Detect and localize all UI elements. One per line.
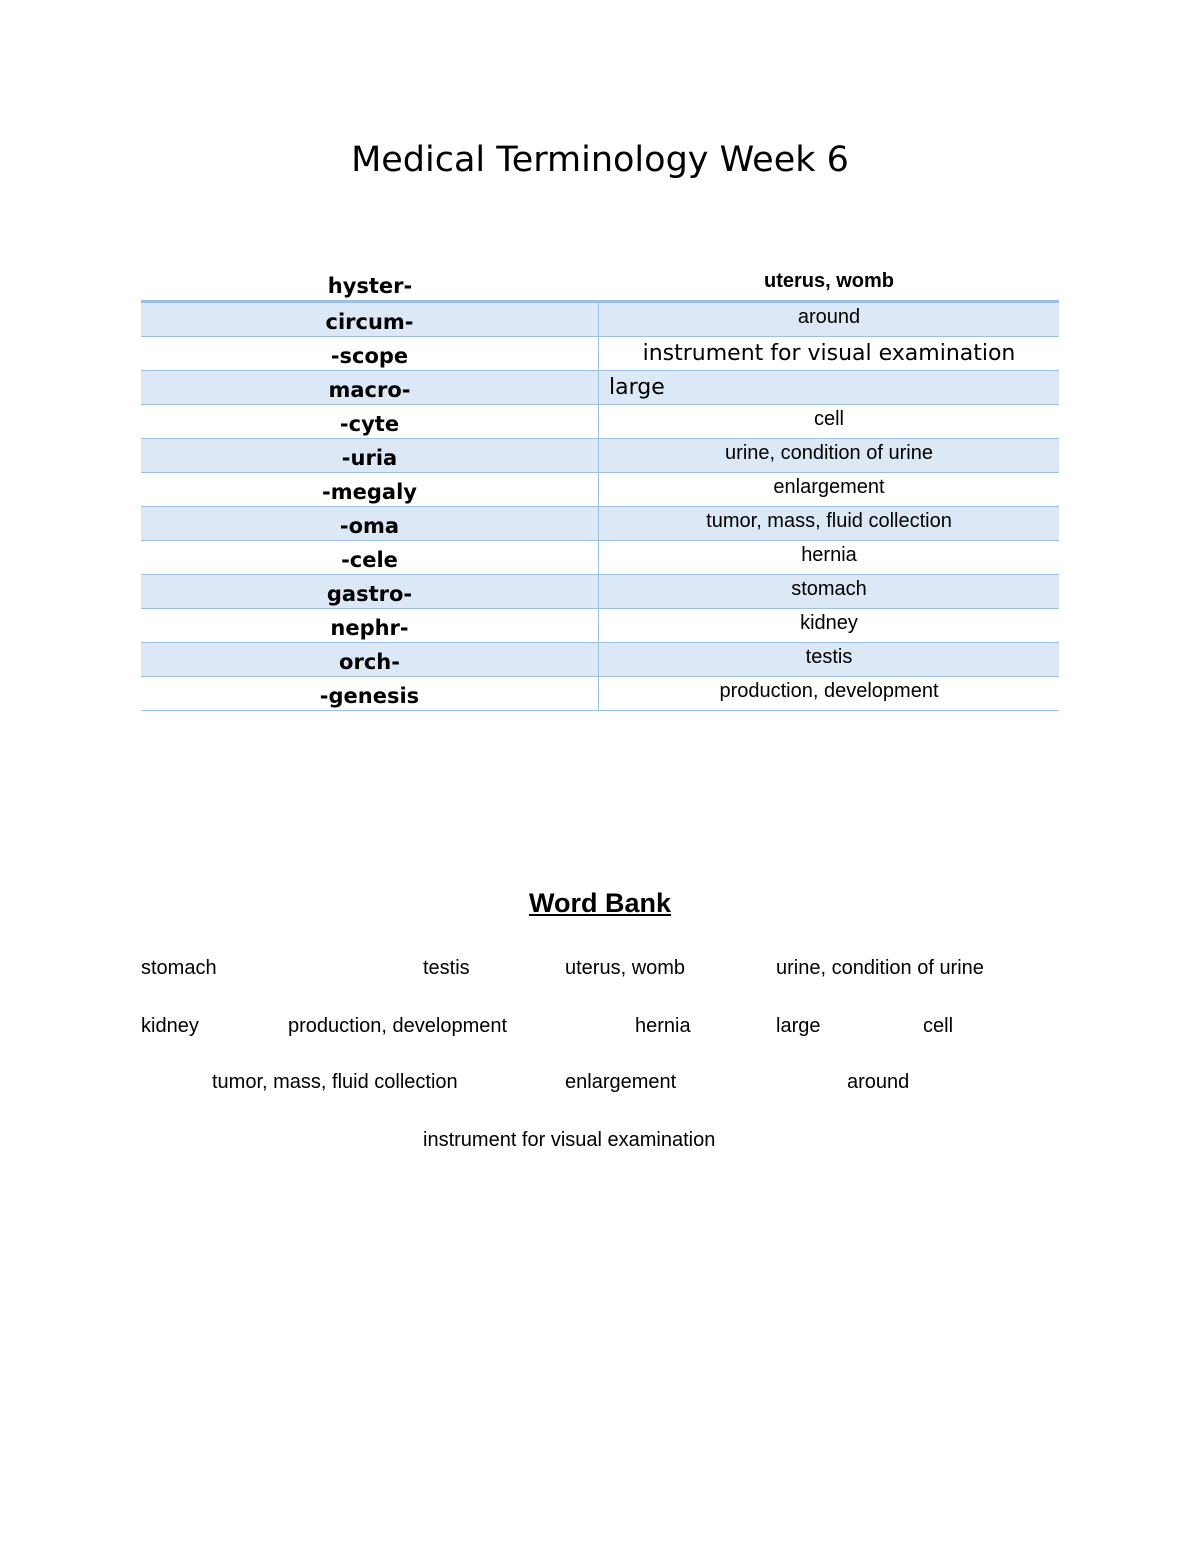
table-row (141, 439, 1059, 473)
definition-cell: testis (805, 646, 853, 668)
definition-cell: enlargement (773, 476, 885, 498)
definition-cell: instrument for visual examination (642, 341, 1016, 366)
word-bank-item: hernia (635, 1015, 691, 1037)
table-row (141, 609, 1059, 643)
word-bank-item: tumor, mass, fluid collection (212, 1071, 458, 1093)
term-cell: -megaly (141, 473, 599, 506)
word-bank-item: enlargement (565, 1071, 677, 1093)
table-row (141, 677, 1059, 711)
definition-cell: stomach (791, 578, 867, 600)
table-row (141, 643, 1059, 677)
term-cell: gastro- (141, 575, 599, 608)
word-bank-item: testis (423, 957, 470, 979)
terminology-table (141, 267, 1059, 711)
definition-cell: large (609, 375, 665, 400)
definition-cell: cell (813, 408, 844, 430)
definition-cell: uterus, womb (763, 270, 894, 292)
word-bank-item: instrument for visual examination (423, 1129, 716, 1151)
table-row (141, 575, 1059, 609)
term-cell: -cele (141, 541, 599, 574)
page-title: Medical Terminology Week 6 (351, 140, 849, 180)
table-header-row (141, 267, 1059, 303)
word-bank-item: urine, condition of urine (776, 957, 984, 979)
term-cell: -uria (141, 439, 599, 472)
term-cell: macro- (141, 371, 599, 404)
table-row (141, 303, 1059, 337)
term-cell: -oma (141, 507, 599, 540)
definition-cell: hernia (801, 544, 857, 566)
word-bank-item: uterus, womb (565, 957, 686, 979)
table-row (141, 473, 1059, 507)
definition-cell: production, development (719, 680, 939, 702)
word-bank-item: cell (923, 1015, 954, 1037)
table-row (141, 541, 1059, 575)
term-cell: -scope (141, 337, 599, 370)
term-cell: orch- (141, 643, 599, 676)
word-bank-item: production, development (288, 1015, 508, 1037)
term-cell: nephr- (141, 609, 599, 642)
term-cell: circum- (141, 303, 599, 336)
table-row (141, 337, 1059, 371)
term-cell: -genesis (141, 677, 599, 710)
word-bank-item: kidney (141, 1015, 199, 1037)
word-bank-item: around (847, 1071, 910, 1093)
table-row (141, 507, 1059, 541)
word-bank-item: stomach (141, 957, 217, 979)
definition-cell: urine, condition of urine (725, 442, 933, 464)
table-row (141, 405, 1059, 439)
definition-cell: kidney (800, 612, 858, 634)
term-cell: -cyte (141, 405, 599, 438)
table-row (141, 371, 1059, 405)
definition-cell: around (797, 306, 861, 328)
word-bank-item: large (776, 1015, 821, 1037)
word-bank-title: Word Bank (528, 888, 671, 918)
term-cell: hyster- (327, 273, 413, 298)
definition-cell: tumor, mass, fluid collection (706, 510, 952, 532)
